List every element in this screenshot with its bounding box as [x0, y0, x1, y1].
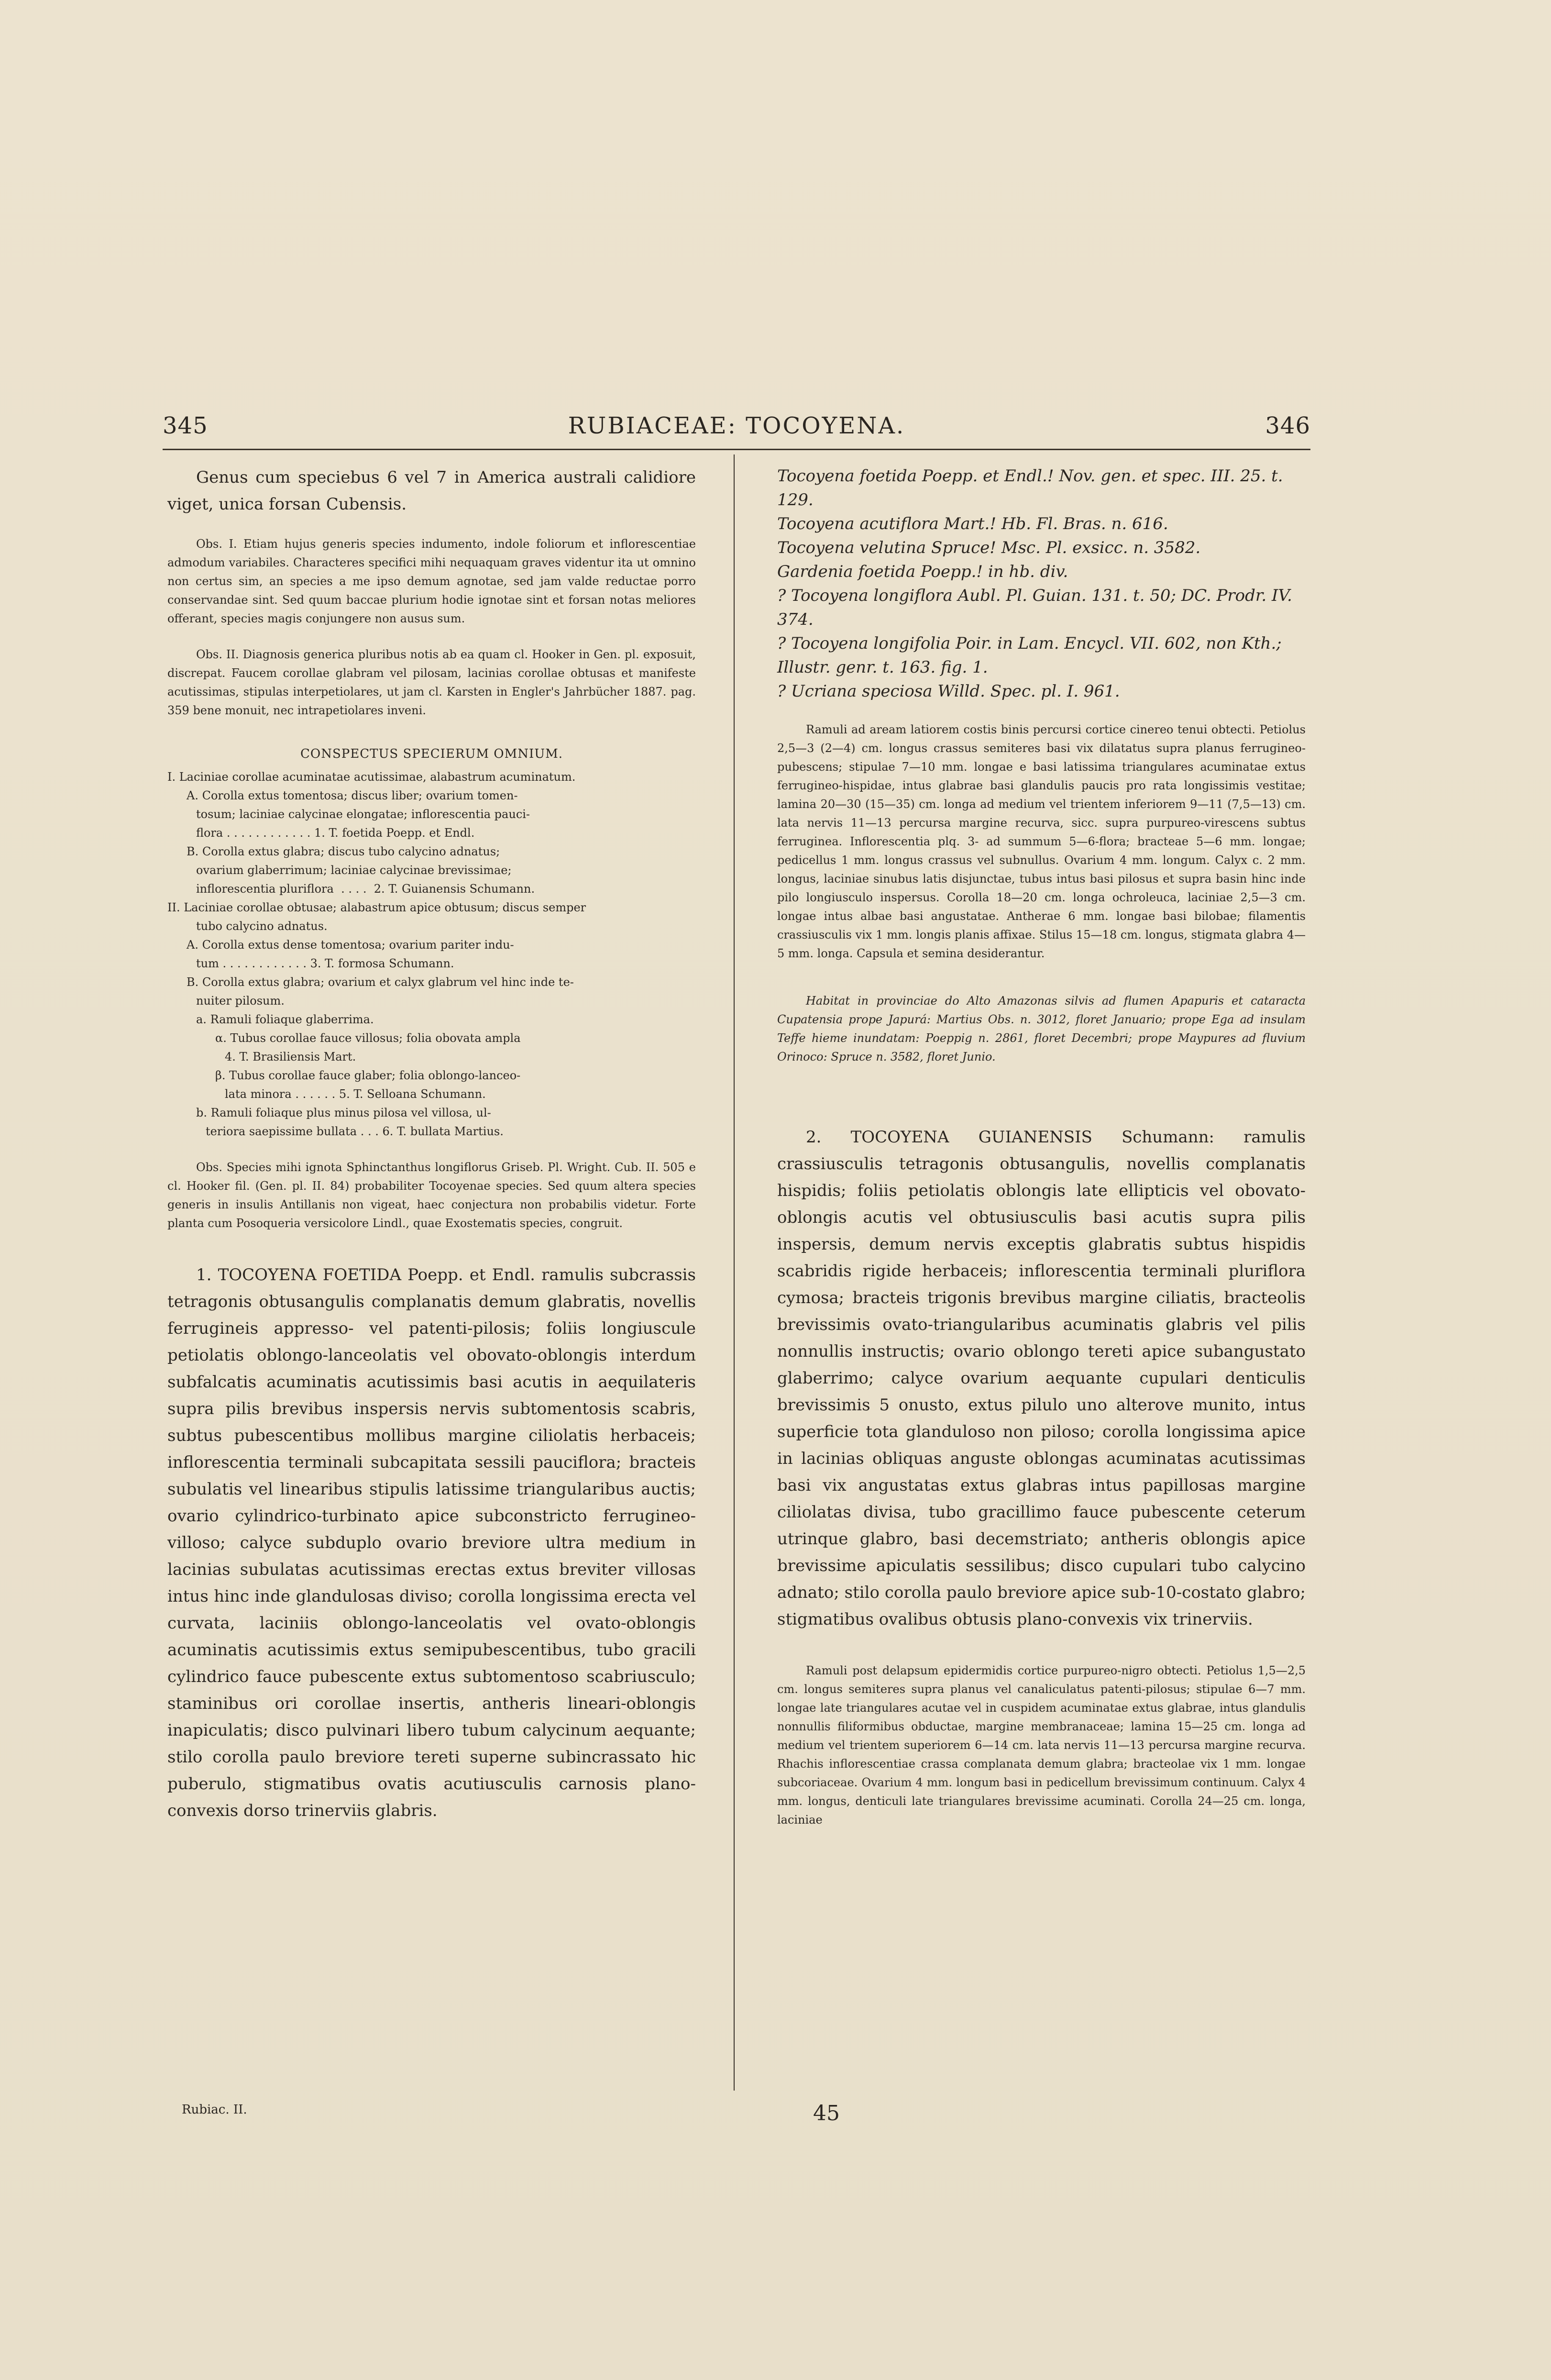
- synonym: ? Ucriana speciosa Willd. Spec. pl. I. 961.: [777, 682, 1120, 701]
- signature-mark: Rubiac. II.: [182, 2103, 247, 2117]
- column-divider: [734, 454, 735, 2091]
- observation-1: Obs. I. Etiam hujus generis species indumento, indole foliorum et inflorescentiae admodum variabiles. Characteres specifici mihi nequaquam graves videntur ita ut omnino non certus sim, an species a me ipso demum agnotae, sed jam valde reductae porro conservandae sint. Sed quum baccae plurium hodie ignotae sint et forsan notas meliores offerant, species magis conjungere non ausus sum.: [167, 537, 696, 625]
- key-leader-dots: . . . . . . . . . . . .: [223, 826, 314, 840]
- key-line: 4. T. Brasiliensis Mart.: [225, 1050, 356, 1063]
- page-number-right: 346: [1265, 412, 1310, 439]
- observation-2: Obs. II. Diagnosis generica pluribus notis ab ea quam cl. Hooker in Gen. pl. exposuit, discrepat. Faucem corollae glabram vel pilosam, lacinias corollae obtusas et manifeste acutissimas, stipulas interpetiolares, ut jam cl. Karsten in Engler's Jahrbücher 1887. pag. 359 bene monuit, nec intrapetiolares inveni.: [167, 648, 696, 717]
- key-line: ovarium glaberrimum; laciniae calycinae brevissimae;: [196, 863, 512, 877]
- left-column: [167, 464, 696, 1824]
- species-2-text: ramulis crassiusculis tetragonis obtusangulis, novellis complanatis hispidis; foliis petiolatis oblongis late ellipticis vel obovato-oblongis acutis vel obtusiusculis basi acutis supra pilis inspersis, demum nervis exceptis glabratis subtus hispidis scabridis rigide herbaceis; inflorescentia terminali pluriflora cymosa; bracteis trigonis brevibus margine ciliatis, bracteolis brevissimis ovato-triangularibus acuminatis glabris vel pilis nonnullis instructis; ovario oblongo tereti apice subangustato glaberrimo; calyce ovarium aequante cupulari denticulis brevissimis 5 onusto, extus pilulo uno alterove munito, intus superficie tota glanduloso non piloso; corolla longissima apice in lacinias obliquas anguste oblongas acuminatas acutissimas basi vix angustatas extus glabras intus papillosas margine ciliolatas divisa, tubo gracillimo fauce pubescente ceterum utrinque glabro, basi decemstriato; antheris oblongis apice brevissime apiculatis sessilibus; disco cupulari tubo calycino adnato; stilo corolla paulo breviore apice sub-10-costato glabro; stigmatibus ovalibus obtusis plano-convexis vix trinerviis.: [777, 1128, 1306, 1629]
- key-line: B. Corolla extus glabra; ovarium et calyx glabrum vel hinc inde te-: [187, 975, 574, 989]
- species-2-details: Ramuli post delapsum epidermidis cortice purpureo-nigro obtecti. Petiolus 1,5—2,5 cm. longus semiteres supra planus vel canaliculatus patenti-pilosus; stipulae 6—7 mm. longae late triangulares acutae vel in cuspidem acuminatae extus glabrae, intus glandulis nonnullis filiformibus obductae, margine membranaceae; lamina 15—25 cm. longa ad medium vel trientem superiorem 6—14 cm. lata nervis 11—13 percursa margine recurva. Rhachis inflorescentiae crassa complanata demum glabra; bracteolae vix 1 mm. longae subcoriaceae. Ovarium 4 mm. longum basi in pedicellum brevissimum continuum. Calyx 4 mm. longus, denticuli late triangulares brevissime acuminati. Corolla 24—25 cm. longa, laciniae: [777, 1664, 1306, 1827]
- running-header: [163, 412, 1310, 446]
- habitat-note: Habitat in provinciae do Alto Amazonas silvis ad flumen Apapuris et cataracta Cupatensia prope Japurá: Martius Obs. n. 3012, floret Januario; prope Ega ad insulam Teffe hieme inundatam: Poeppig n. 2861, floret Decembri; prope Maypures ad fluvium Orinoco: Spruce n. 3582, floret Junio.: [777, 994, 1306, 1063]
- key-line: B. Corolla extus glabra; discus tubo calycino adnatus;: [187, 845, 500, 858]
- key-line: a. Ramuli foliaque glaberrima.: [196, 1013, 374, 1026]
- running-title: RUBIACEAE: TOCOYENA.: [568, 412, 905, 439]
- key-line: b. Ramuli foliaque plus minus pilosa vel villosa, ul-: [196, 1106, 491, 1119]
- key-leader-dots: . . . .: [333, 882, 374, 896]
- species-1-heading: 1. TOCOYENA FOETIDA Poepp. et Endl.: [196, 1265, 535, 1284]
- key-line: [167, 1122, 696, 1141]
- key-line: [167, 954, 696, 973]
- key-line: A. Corolla extus tomentosa; discus liber; ovarium tomen-: [187, 789, 518, 802]
- synonym: Gardenia foetida Poepp.! in hb. div.: [777, 562, 1068, 581]
- species-1-text: ramulis subcrassis tetragonis obtusangulis complanatis demum glabratis, novellis ferrugineis appresso- vel patenti-pilosis; foliis longiuscule petiolatis oblongo-lanceolatis vel obovato-oblongis interdum subfalcatis acuminatis acutissimis basi acutis in aequilateris supra pilis brevibus inspersis nervis subtomentosis scabris, subtus pubescentibus mollibus margine ciliolatis herbaceis; inflorescentia terminali subcapitata sessili pauciflora; bracteis subulatis vel linearibus stipulis latissime triangularibus auctis; ovario cylindrico-turbinato apice subconstricto ferrugineo-villoso; calyce subduplo ovario breviore ultra medium in lacinias subulatas acutissimas erectas extus breviter villosas intus hinc inde glandulosas diviso; corolla longissima erecta vel curvata, laciniis oblongo-lanceolatis vel ovato-oblongis acuminatis acutissimis extus semipubescentibus, tubo gracili cylindrico fauce pubescente extus subtomentoso scabriusculo; staminibus ori corollae insertis, antheris lineari-oblongis inapiculatis; disco pulvinari libero tubum calycinum aequante; stilo corolla paulo breviore tereti superne subincrassato hic puberulo, stigmatibus ovatis acutiusculis carnosis plano-convexis dorso trinerviis glabris.: [167, 1265, 696, 1820]
- page-number-left: 345: [163, 412, 208, 439]
- sheet-number: 45: [813, 2101, 840, 2125]
- synonym: Tocoyena foetida Poepp. et Endl.! Nov. gen. et spec. III. 25. t. 129.: [777, 466, 1283, 509]
- key-line-text: tum: [196, 957, 219, 970]
- synonym-list: [777, 464, 1306, 703]
- key-line: I. Laciniae corollae acuminatae acutissimae, alabastrum acuminatum.: [167, 770, 576, 784]
- synonym: ? Tocoyena longiflora Aubl. Pl. Guian. 131. t. 50; DC. Prodr. IV. 374.: [777, 586, 1292, 629]
- synonym: Tocoyena acutiflora Mart.! Hb. Fl. Bras. n. 616.: [777, 514, 1168, 533]
- key-line: A. Corolla extus dense tomentosa; ovarium pariter indu-: [187, 938, 514, 952]
- species-2-heading: 2. TOCOYENA GUIANENSIS Schumann:: [806, 1128, 1214, 1147]
- key-line: α. Tubus corollae fauce villosus; folia obovata ampla: [215, 1031, 521, 1045]
- species-1-description: [167, 1262, 696, 1824]
- synonym: ? Tocoyena longifolia Poir. in Lam. Encycl. VII. 602, non Kth.; Illustr. genr. t. 163. fig. 1.: [777, 634, 1282, 677]
- key-species-name: 6. T. bullata Martius.: [382, 1125, 504, 1138]
- key-leader-dots: . . . . . . . . . . . .: [219, 957, 310, 970]
- right-column: [777, 464, 1306, 1829]
- observation-3: Obs. Species mihi ignota Sphinctanthus longiflorus Griseb. Pl. Wright. Cub. II. 505 e cl. Hooker fil. (Gen. pl. II. 84) probabiliter Tocoyenae species. Sed quum altera species generis in insulis Antillanis non vigeat, haec conjectura non probabilis videtur. Forte planta cum Posoqueria versicolore Lindl., quae Exostematis species, congruit.: [167, 1161, 696, 1230]
- species-2-description: [777, 1124, 1306, 1633]
- key-species-name: 5. T. Selloana Schumann.: [339, 1087, 486, 1101]
- key-line: [167, 880, 696, 898]
- species-1-details: Ramuli ad aream latiorem costis binis percursi cortice cinereo tenui obtecti. Petiolus 2,5—3 (2—4) cm. longus crassus semiteres basi vix dilatatus supra planus ferrugineo-pubescens; stipulae 7—10 mm. longae e basi latissima triangulares acuminatae extus ferrugineo-hispidae, intus glabrae basi glandulis paucis pro rata longissimis vestitae; lamina 20—30 (15—35) cm. longa ad medium vel trientem inferiorem 9—11 (7,5—13) cm. lata nervis 11—13 percursa margine recurva, sicc. supra purpureo-virescens subtus ferruginea. Inflorescentia plq. 3- ad summum 5—6-flora; bracteae 5—6 mm. longae; pedicellus 1 mm. longus crassus vel subnullus. Ovarium 4 mm. longum. Calyx c. 2 mm. longus, laciniae sinubus latis disjunctae, tubus intus basi pilosus et supra basin hinc inde pilo longiusculo inspersus. Corolla 18—20 cm. longa ochroleuca, laciniae 2,5—3 cm. longae intus albae basi angustatae. Antherae 6 mm. longae basi bilobae; filamentis crassiusculis vix 1 mm. longis planis affixae. Stilus 15—18 cm. longus, stigmata glabra 4—5 mm. longa. Capsula et semina desiderantur.: [777, 723, 1306, 960]
- key-species-name: 3. T. formosa Schumann.: [310, 957, 454, 970]
- genus-intro: Genus cum speciebus 6 vel 7 in America australi calidiore viget, unica forsan Cubensis.: [167, 468, 696, 514]
- synonym: Tocoyena velutina Spruce! Msc. Pl. exsicc. n. 3582.: [777, 538, 1201, 557]
- key-line-text: flora: [196, 826, 223, 840]
- key-line: nuiter pilosum.: [196, 994, 285, 1007]
- key-species-name: 2. T. Guianensis Schumann.: [374, 882, 535, 896]
- conspectus-title: CONSPECTUS SPECIERUM OMNIUM.: [300, 747, 563, 761]
- key-line: tosum; laciniae calycinae elongatae; inflorescentia pauci-: [196, 808, 530, 821]
- key-line-text: teriora saepissime bullata: [206, 1125, 357, 1138]
- key-line: [167, 824, 696, 842]
- key-leader-dots: . . .: [357, 1125, 383, 1138]
- key-line: [167, 1085, 696, 1104]
- key-species-name: 1. T. foetida Poepp. et Endl.: [314, 826, 475, 840]
- key-line: II. Laciniae corollae obtusae; alabastrum apice obtusum; discus semper: [167, 901, 586, 914]
- species-key: [167, 768, 696, 1141]
- key-line-text: lata minora: [225, 1087, 292, 1101]
- key-leader-dots: . . . . . .: [291, 1087, 339, 1101]
- header-rule: [163, 449, 1310, 450]
- key-line: tubo calycino adnatus.: [196, 919, 328, 933]
- key-line-text: inflorescentia pluriflora: [196, 882, 334, 896]
- key-line: β. Tubus corollae fauce glaber; folia oblongo-lanceo-: [215, 1069, 521, 1082]
